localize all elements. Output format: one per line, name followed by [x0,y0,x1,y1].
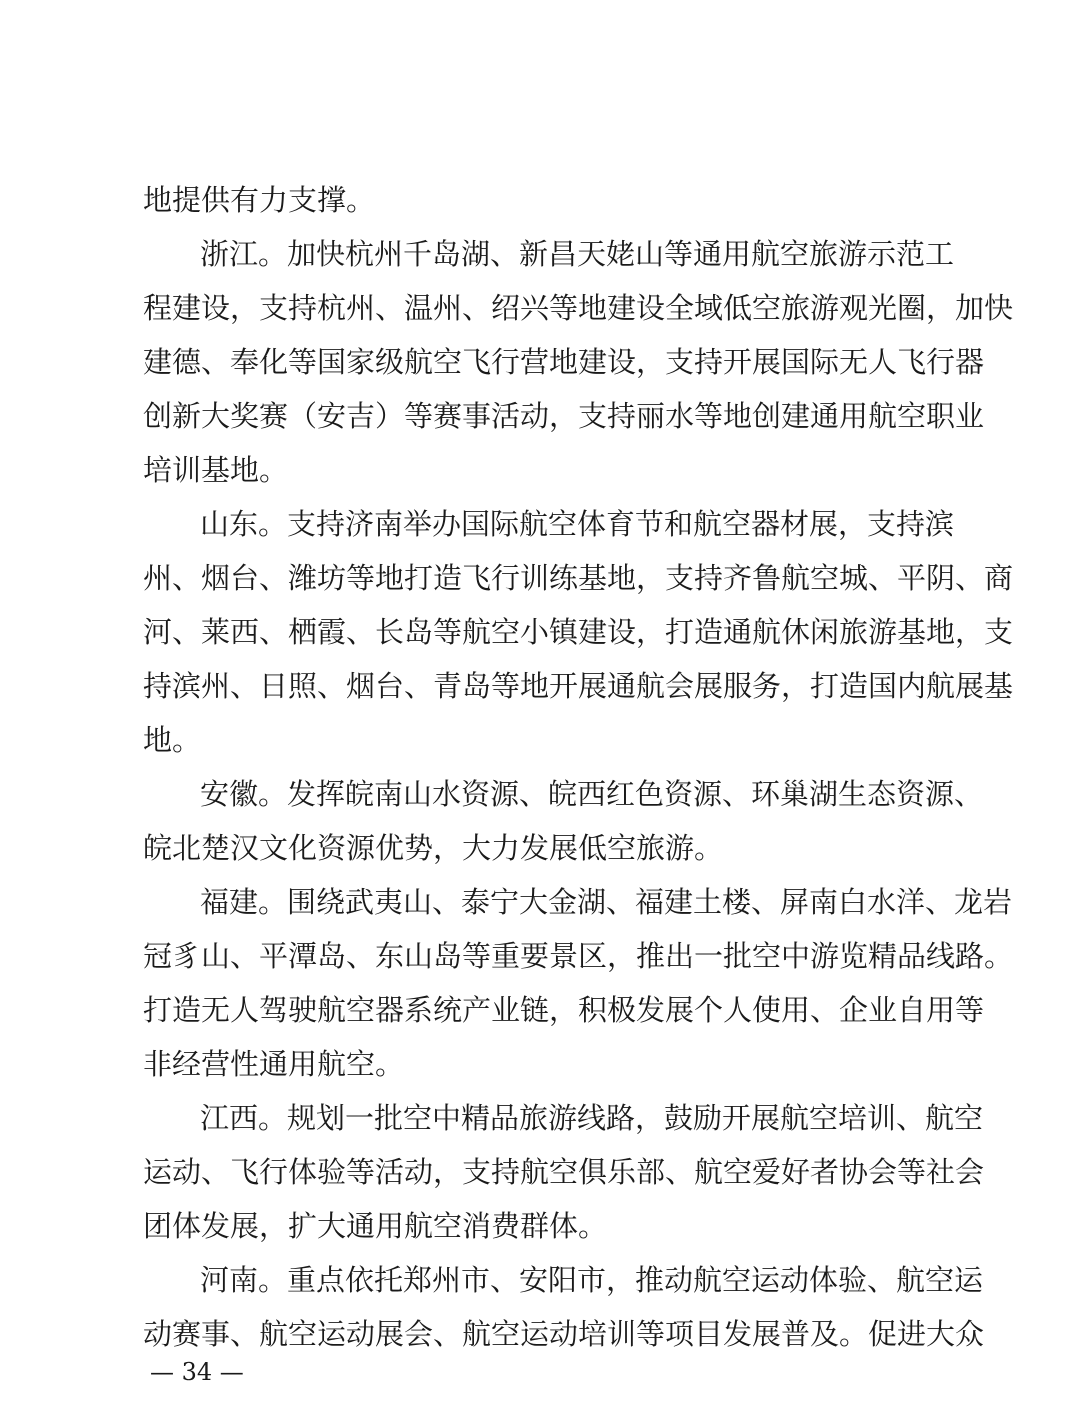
text-line: 打造无人驾驶航空器系统产业链，积极发展个人使用、企业自用等 [143,993,985,1027]
text-line: 河南。重点依托郑州市、安阳市，推动航空运动体验、航空运 [200,1263,984,1297]
text-line: 非经营性通用航空。 [143,1047,405,1081]
text-line: 程建设，支持杭州、温州、绍兴等地建设全域低空旅游观光圈，加快 [143,291,1014,325]
text-line: 培训基地。 [143,453,289,487]
text-line: 团体发展，扩大通用航空消费群体。 [143,1209,608,1243]
text-line: 动赛事、航空运动展会、航空运动培训等项目发展普及。促进大众 [143,1317,985,1351]
text-line: 地。 [143,723,202,757]
text-line: 冠豸山、平潭岛、东山岛等重要景区，推出一批空中游览精品线路。 [143,939,1014,973]
text-line: 浙江。加快杭州千岛湖、新昌天姥山等通用航空旅游示范工 [200,237,955,271]
text-line: 地提供有力支撑。 [143,183,376,217]
text-line: 创新大奖赛（安吉）等赛事活动，支持丽水等地创建通用航空职业 [143,399,985,433]
text-line: 福建。围绕武夷山、泰宁大金湖、福建土楼、屏南白水洋、龙岩 [200,885,1013,919]
text-line: 安徽。发挥皖南山水资源、皖西红色资源、环巢湖生态资源、 [200,777,984,811]
text-line: 河、莱西、栖霞、长岛等航空小镇建设，打造通航休闲旅游基地，支 [143,615,1014,649]
page-number: — 34 — [150,1358,244,1386]
text-line: 持滨州、日照、烟台、青岛等地开展通航会展服务，打造国内航展基 [143,669,1014,703]
text-line: 江西。规划一批空中精品旅游线路，鼓励开展航空培训、航空 [200,1101,984,1135]
text-line: 山东。支持济南举办国际航空体育节和航空器材展，支持滨 [200,507,955,541]
text-line: 皖北楚汉文化资源优势，大力发展低空旅游。 [143,831,724,865]
text-line: 州、烟台、潍坊等地打造飞行训练基地，支持齐鲁航空城、平阴、商 [143,561,1014,595]
text-line: 运动、飞行体验等活动，支持航空俱乐部、航空爱好者协会等社会 [143,1155,985,1189]
text-line: 建德、奉化等国家级航空飞行营地建设，支持开展国际无人飞行器 [143,345,985,379]
